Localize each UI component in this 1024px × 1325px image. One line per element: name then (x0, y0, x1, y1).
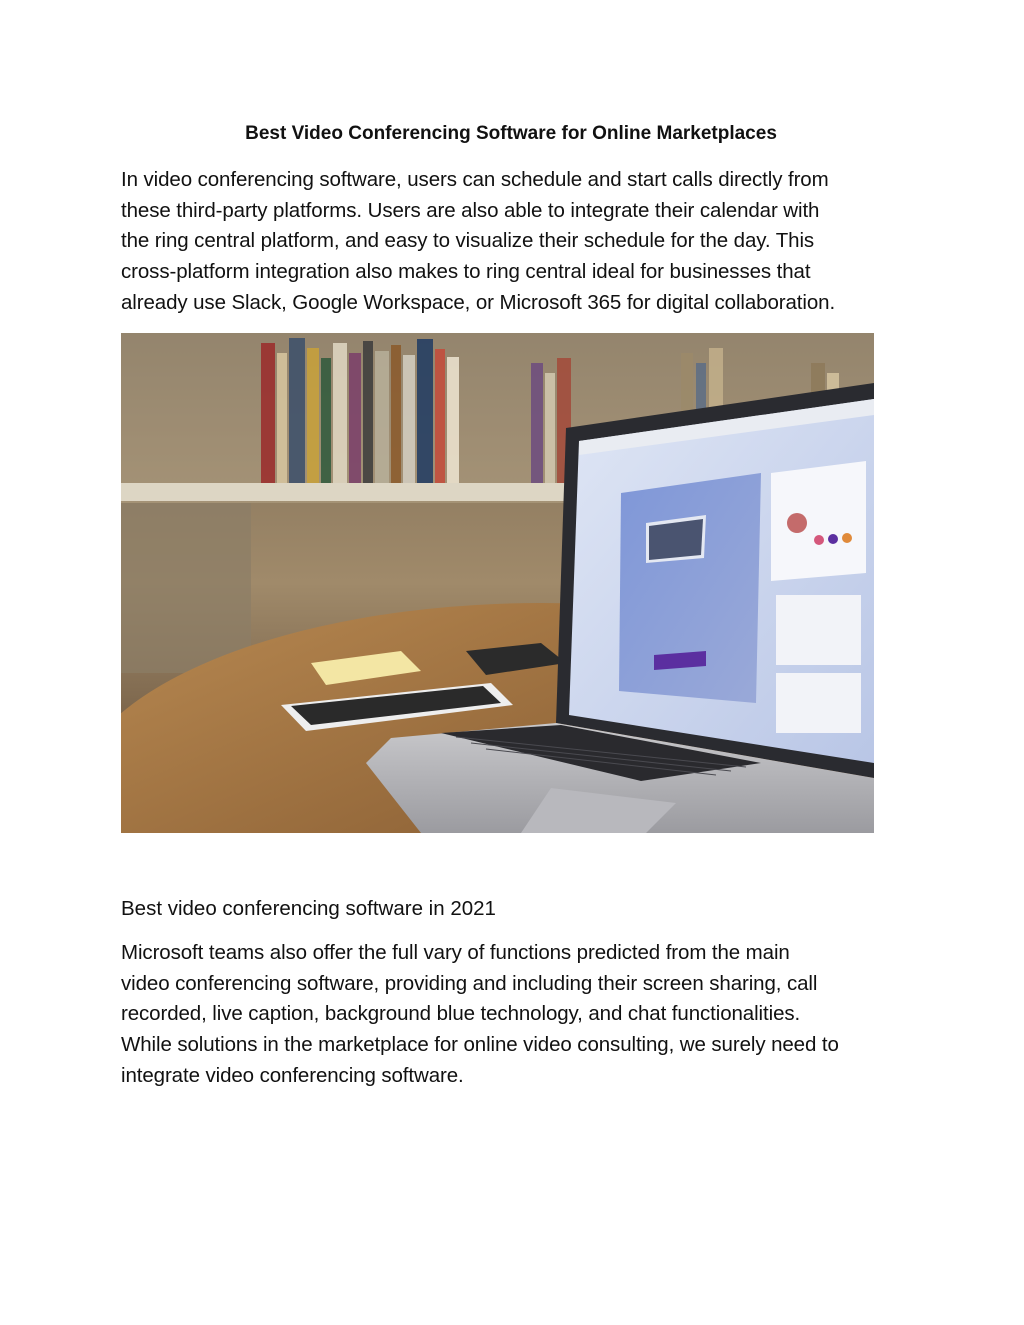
laptop-photo-icon (121, 333, 874, 833)
second-line: video conferencing software, providing and including their screen sharing, call (121, 971, 818, 995)
intro-line: already use Slack, Google Workspace, or Microsoft 365 for digital collaboration. (121, 290, 836, 314)
second-line: Microsoft teams also offer the full vary of functions predicted from the main (121, 941, 790, 964)
intro-line: cross-platform integration also makes to ring central ideal for businesses that (121, 260, 811, 284)
page-title: Best Video Conferencing Software for Online Marketplaces (245, 123, 777, 144)
intro-line: these third-party platforms. Users are also able to integrate their calendar with (121, 198, 820, 222)
second-line: While solutions in the marketplace for online video consulting, we surely need to (121, 1033, 839, 1057)
intro-line: In video conferencing software, users can schedule and start calls directly from (121, 168, 829, 191)
section-subheading: Best video conferencing software in 2021 (121, 897, 496, 920)
second-line: recorded, live caption, background blue technology, and chat functionalities. (121, 1002, 801, 1026)
laptop-photo (121, 333, 874, 833)
second-line: integrate video conferencing software. (121, 1063, 464, 1087)
intro-line: the ring central platform, and easy to visualize their schedule for the day. This (121, 229, 815, 253)
second-paragraph (121, 938, 911, 1092)
intro-paragraph (121, 165, 911, 319)
